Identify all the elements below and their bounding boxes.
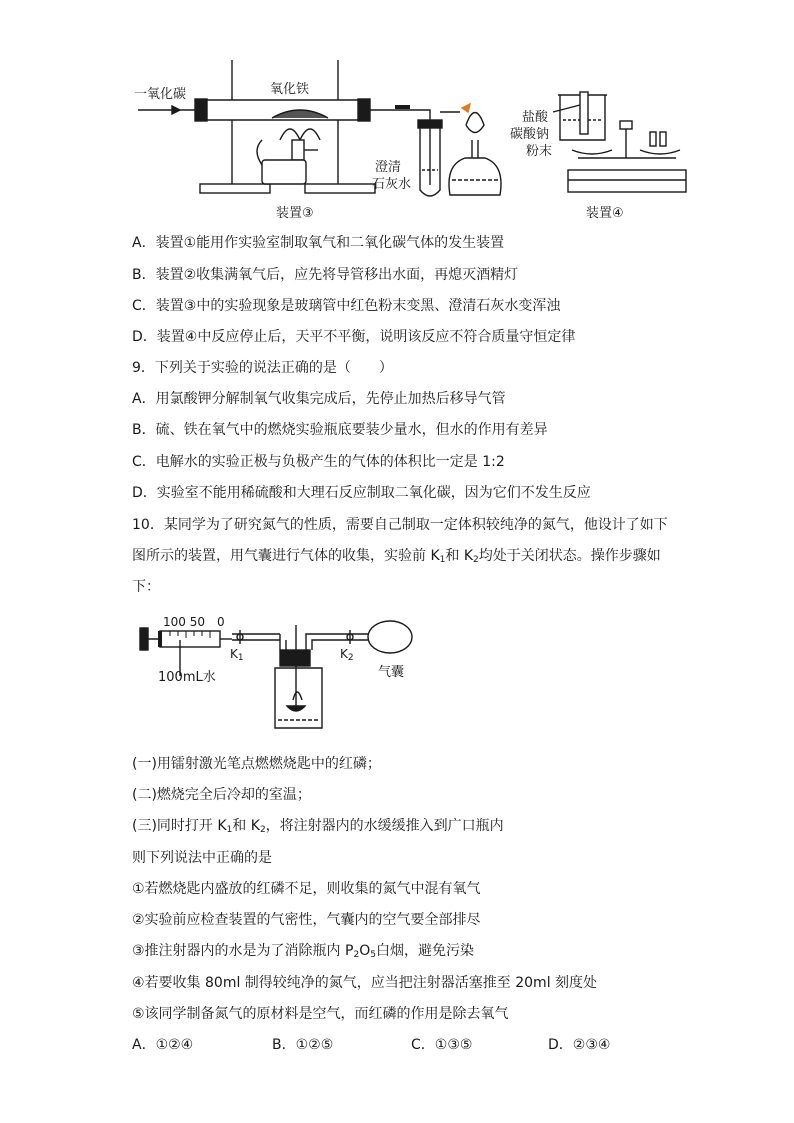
limewater-label-2: 石灰水 <box>372 177 412 192</box>
gas-balloon <box>368 621 412 653</box>
valve-k2 <box>347 630 353 644</box>
figure4-caption: 装置④ <box>586 206 624 221</box>
q9-option-a: A．用氯酸钾分解制氧气收集完成后，先停止加热后移导气管 <box>132 391 506 407</box>
q9-option-c: C．电解水的实验正极与负极产生的气体的体积比一定是 1:2 <box>132 454 505 470</box>
iron-stand-left <box>200 60 270 193</box>
hcl-pointer <box>553 105 580 112</box>
q10-stem-line2: 图所示的装置，用气囊进行气体的收集，实验前 $K_1$和 $K_2$均处于关闭状态。操作步骤如 <box>132 548 661 565</box>
na2co3-label-2: 粉末 <box>526 144 553 159</box>
q10-stem-line3: 下： <box>132 579 160 595</box>
q10-statement-5: ⑤该同学制备氮气的原材料是空气，而红磷的作用是除去氧气 <box>132 1006 509 1022</box>
q10-statement-4: ④若要收集 80ml 制得较纯净的氮气，应当把注射器活塞推至 20ml 刻度处 <box>132 975 598 991</box>
limewater-test-tube <box>418 120 442 196</box>
water-label: 100mL水 <box>158 670 216 685</box>
q8-option-c: C．装置③中的实验现象是玻璃管中红色粉末变黑、澄清石灰水变浑浊 <box>132 298 561 314</box>
na2co3-label-1: 碳酸钠 <box>510 127 550 142</box>
burner-flame <box>280 129 320 140</box>
q10-choice-b: B．①②⑤ <box>272 1037 334 1053</box>
k2-label: $K_2$ <box>340 647 354 663</box>
limewater-label-1: 澄清 <box>375 160 402 175</box>
q8-option-b: B．装置②收集满氧气后，应先将导管移出水面，再熄灭酒精灯 <box>132 267 519 283</box>
alcohol-lamp <box>449 113 501 196</box>
q10-lead: 则下列说法中正确的是 <box>132 850 272 866</box>
q9-stem: 9．下列关于实验的说法正确的是（ ） <box>132 360 393 376</box>
q10-step-1: (一)用镭射激光笔点燃燃烧匙中的红磷； <box>132 756 381 772</box>
q10-statement-1: ①若燃烧匙内盛放的红磷不足，则收集的氮气中混有氧气 <box>132 881 481 897</box>
q10-stem-line1: 10．某同学为了研究氮气的性质，需要自己制取一定体积较纯净的氮气，他设计了如下 <box>132 517 668 533</box>
iron-stand-right <box>305 60 375 193</box>
syringe <box>140 628 232 676</box>
q10-step-2: (二)燃烧完全后冷却的室温； <box>132 787 311 803</box>
q9-option-d: D．实验室不能用稀硫酸和大理石反应制取二氧化碳，因为它们不发生反应 <box>132 485 591 501</box>
stopper-right <box>358 99 370 121</box>
blast-burner <box>257 140 318 184</box>
q8-option-d: D．装置④中反应停止后，天平不平衡，说明该反应不符合质量守恒定律 <box>132 329 576 345</box>
q10-choice-d: D．②③④ <box>548 1037 611 1053</box>
q10-statement-2: ②实验前应检查装置的气密性，气囊内的空气要全部排尽 <box>132 912 481 928</box>
q10-choice-a: A．①②④ <box>132 1037 194 1053</box>
hcl-label: 盐酸 <box>522 110 549 125</box>
stopper-left <box>195 99 207 121</box>
k1-label: $K_1$ <box>230 647 244 663</box>
figure3-caption: 装置③ <box>276 206 314 221</box>
co-label: 一氧化碳 <box>134 87 187 102</box>
beaker <box>558 92 607 140</box>
tail-flame <box>462 104 470 112</box>
fe2o3-label: 氧化铁 <box>270 82 310 97</box>
q10-step-3: (三)同时打开 $K_1$和 $K_2$，将注射器内的水缓缓推入到广口瓶内 <box>132 818 504 835</box>
syringe-scale-label: 100 50 0 <box>163 615 225 629</box>
q10-choice-c: C．①③⑤ <box>411 1037 473 1053</box>
balloon-label: 气囊 <box>378 665 405 680</box>
valve-k1 <box>232 630 280 644</box>
q8-option-a: A．装置①能用作实验室制取氧气和二氧化碳气体的发生装置 <box>132 235 505 251</box>
q10-statement-3: ③推注射器内的水是为了消除瓶内 $P_2O_5$白烟，避免污染 <box>132 943 474 960</box>
q9-option-b: B．硫、铁在氧气中的燃烧实验瓶底要装少量水，但水的作用有差异 <box>132 422 548 438</box>
